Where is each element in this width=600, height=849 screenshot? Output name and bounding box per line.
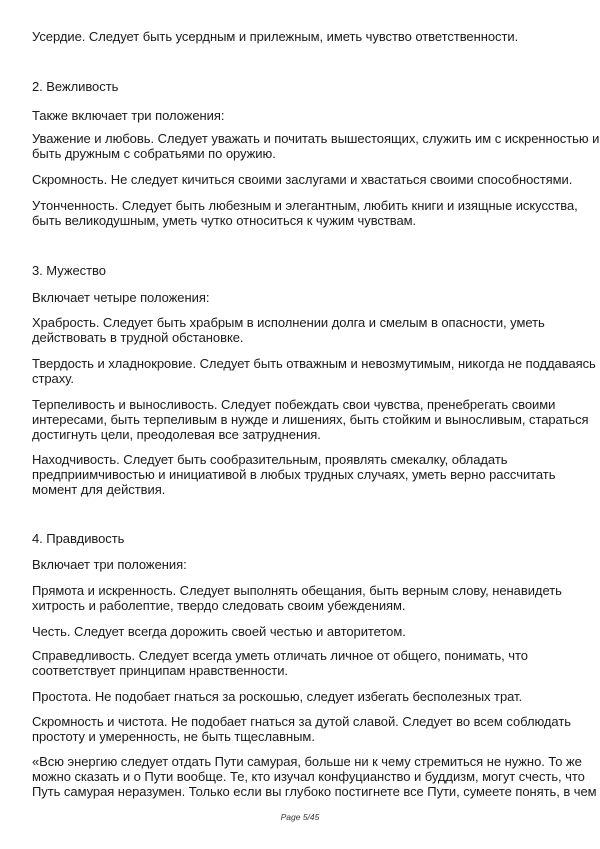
paragraph-line: Также включает три положения:	[32, 108, 225, 123]
paragraph-line: Включает четыре положения:	[32, 290, 210, 305]
paragraph-line: «Всю энергию следует отдать Пути самурая, больше ни к чему стремиться не нужно. То же	[32, 754, 582, 769]
paragraph-line: Усердие. Следует быть усердным и прилежным, иметь чувство ответственности.	[32, 29, 519, 44]
section-heading-courage: 3. Мужество	[32, 263, 106, 278]
paragraph-line: Прямота и искренность. Следует выполнять обещания, быть верным слову, ненавидеть	[32, 583, 562, 598]
paragraph-line: Храбрость. Следует быть храбрым в исполнении долга и смелым в опасности, уметь	[32, 315, 545, 330]
paragraph-line: страху.	[32, 371, 74, 386]
paragraph-line: быть великодушным, уметь чутко относиться к чужим чувствам.	[32, 213, 417, 228]
paragraph-line: соответствует принципам нравственности.	[32, 663, 288, 678]
paragraph-line: Справедливость. Следует всегда уметь отличать личное от общего, понимать, что	[32, 648, 528, 663]
paragraph-line: простоту и умеренность, не быть тщеславным.	[32, 729, 315, 744]
paragraph-line: Скромность. Не следует кичиться своими заслугами и хвастаться своими способностями.	[32, 172, 573, 187]
paragraph-line: Честь. Следует всегда дорожить своей честью и авторитетом.	[32, 624, 406, 639]
paragraph-line: Терпеливость и выносливость. Следует побеждать свои чувства, пренебрегать своими	[32, 397, 556, 412]
paragraph-line: Утонченность. Следует быть любезным и элегантным, любить книги и изящные искусства,	[32, 198, 578, 213]
paragraph-line: момент для действия.	[32, 482, 166, 497]
paragraph-line: Уважение и любовь. Следует уважать и почитать вышестоящих, служить им с искренностью и	[32, 131, 600, 146]
paragraph-line: хитрость и раболептие, твердо следовать своим убеждениям.	[32, 598, 406, 613]
paragraph-line: интересами, быть терпеливым в нужде и лишениях, быть стойким и выносливым, стараться	[32, 412, 589, 427]
paragraph-line: Скромность и чистота. Не подобает гнаться за дутой славой. Следует во всем соблюдать	[32, 714, 571, 729]
paragraph-line: предприимчивостью и инициативой в любых трудных случаях, уметь верно рассчитать	[32, 467, 556, 482]
paragraph-line: Находчивость. Следует быть сообразительным, проявлять смекалку, обладать	[32, 452, 508, 467]
paragraph-line: Включает три положения:	[32, 557, 187, 572]
paragraph-line: Путь самурая неразумен. Только если вы глубоко постигнете все Пути, сумеете понять, в чем	[32, 784, 597, 799]
section-heading-courtesy: 2. Вежливость	[32, 79, 119, 94]
paragraph-line: Простота. Не подобает гнаться за роскошью, следует избегать бесполезных трат.	[32, 689, 523, 704]
paragraph-line: достигнуть цели, преодолевая все затруднения.	[32, 427, 321, 442]
paragraph-line: быть дружным с собратьями по оружию.	[32, 146, 276, 161]
paragraph-line: можно сказать и о Пути вообще. Те, кто изучал конфуцианство и буддизм, могут счесть, что	[32, 769, 585, 784]
paragraph-line: Твердость и хладнокровие. Следует быть отважным и невозмутимым, никогда не поддаваясь	[32, 356, 596, 371]
section-heading-truthfulness: 4. Правдивость	[32, 531, 125, 546]
paragraph-line: действовать в трудной обстановке.	[32, 330, 244, 345]
page-number: Page 5/45	[280, 812, 320, 822]
